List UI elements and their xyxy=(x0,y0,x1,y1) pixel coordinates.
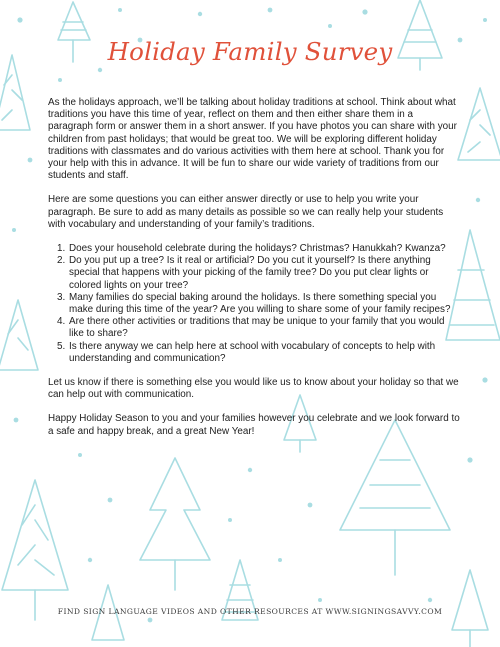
closing-wish: Happy Holiday Season to you and your families however you celebrate and we look forward to a safe and happy break, and a great New Year! xyxy=(48,413,460,437)
question-item: 4. Are there other activities or traditions that may be unique to your family that you would like to share? xyxy=(68,316,460,340)
page-title: Holiday Family Survey xyxy=(107,37,393,66)
footer-link-text: FIND SIGN LANGUAGE VIDEOS AND OTHER RESOURCES AT WWW.SIGNINGSAVVY.COM xyxy=(57,607,443,616)
question-item: 2. Do you put up a tree? Is it real or artificial? Do you cut it yourself? Is there anything special that happens with your picking of the family tree? Do you put clear lights or colored lights on your tree? xyxy=(68,255,460,292)
question-item: 3. Many families do special baking around the holidays. Is there something special you make during this time of the year? Are you willing to share some of your family recipes? xyxy=(68,292,460,316)
question-item: 1. Does your household celebrate during the holidays? Christmas? Hanukkah? Kwanza? xyxy=(68,243,460,255)
question-item: 5. Is there anyway we can help here at school with vocabulary of concepts to help with understanding and communication? xyxy=(68,341,460,365)
instructions-paragraph: Here are some questions you can either answer directly or use to help you write your paragraph. Be sure to add as many details as possible so we can really help your students with vocabulary and understanding of your family’s traditions. xyxy=(48,194,444,230)
survey-body xyxy=(48,97,460,450)
intro-paragraph: As the holidays approach, we’ll be talking about holiday traditions at school. Think about what traditions you have this time of year, reflect on them and then either share them in a paragraph form or answer them in a short answer. If you have photos you can share with your children from past holidays; that would be great too. We will be exploring different holiday traditions with classmates and do various activities with them here at school. Thank you for your help with this in advance. It will be fun to share our wide variety of traditions from our students and staff. xyxy=(48,97,457,182)
question-list xyxy=(48,243,460,365)
closing-request: Let us know if there is something else you would like us to know about your holiday so that we can help out with communication. xyxy=(48,377,459,401)
